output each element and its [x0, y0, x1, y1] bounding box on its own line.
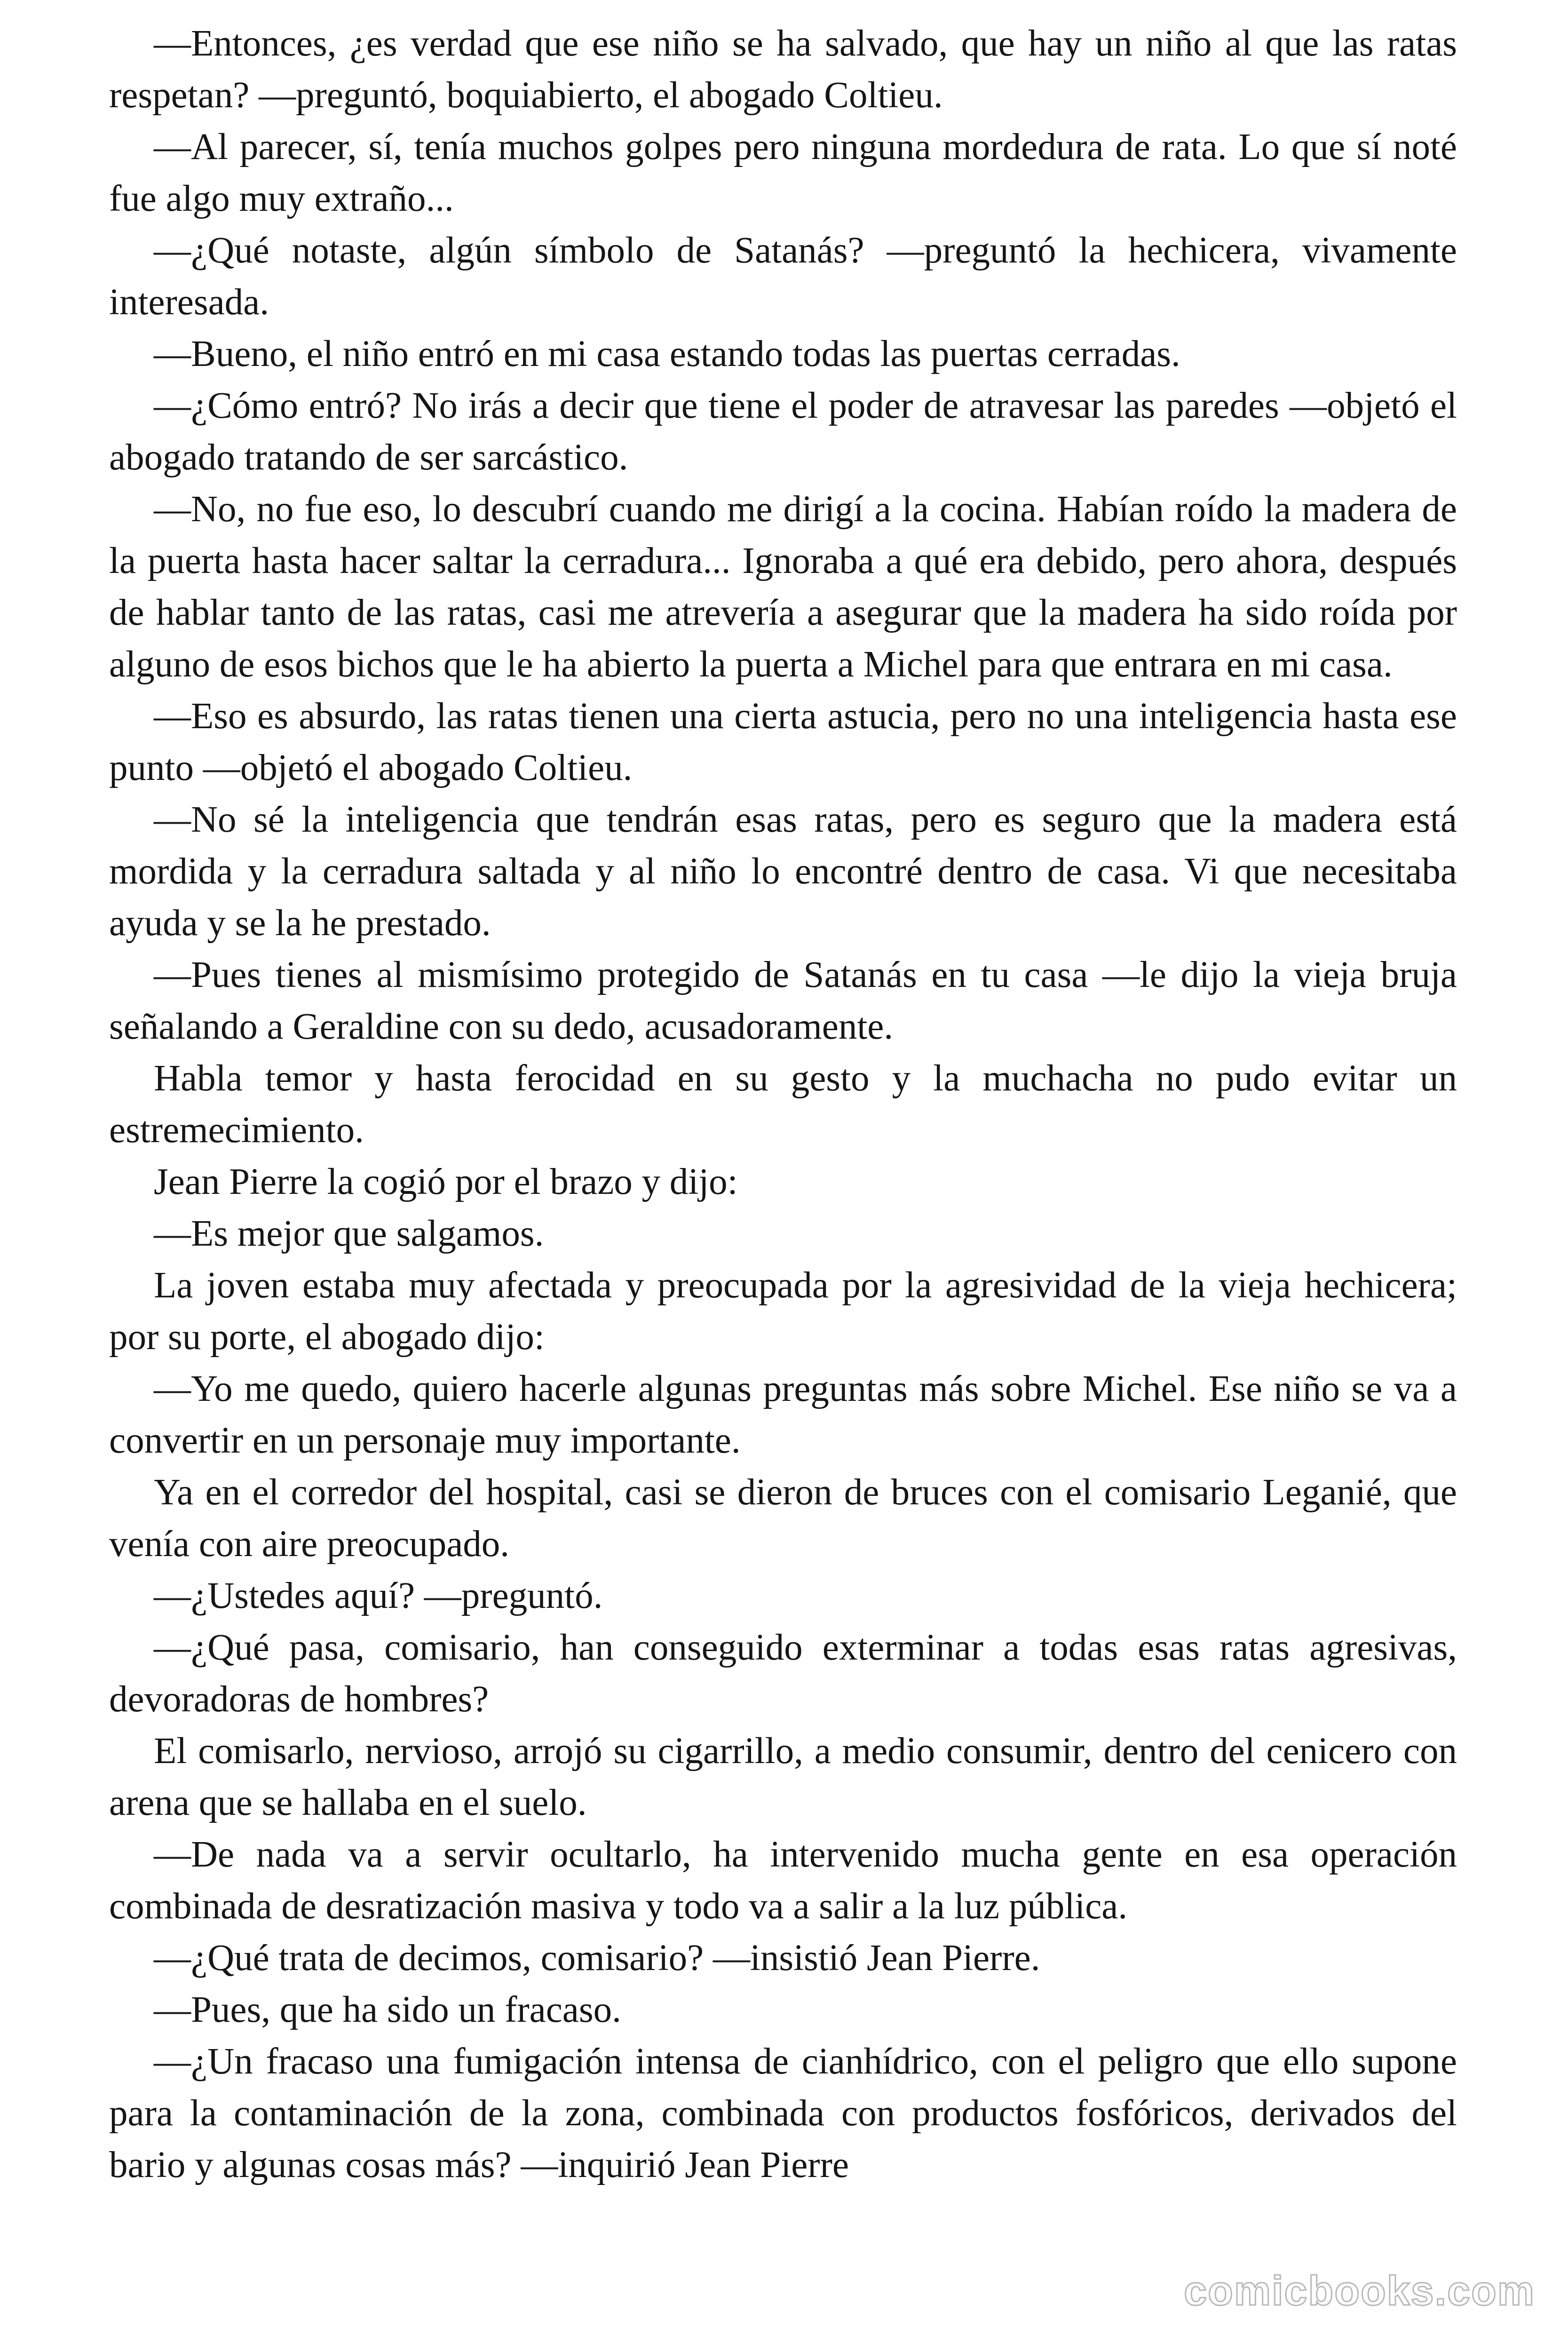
paragraph: —¿Qué trata de decimos, comisario? —insistió Jean Pierre. — [154, 1938, 1040, 1979]
paragraph: Habla temor y hasta ferocidad en su gesto y la muchacha no pudo evitar un estremecimiento. — [109, 1058, 1457, 1151]
paragraph: —Entonces, ¿es verdad que ese niño se ha salvado, que hay un niño al que las ratas respetan? —preguntó, boquiabierto, el abogado Coltieu. — [109, 23, 1457, 116]
paragraph: —De nada va a servir ocultarlo, ha intervenido mucha gente en esa operación combinada de desratización masiva y todo va a salir a la luz pública. — [109, 1834, 1457, 1927]
paragraph: La joven estaba muy afectada y preocupada por la agresividad de la vieja hechicera; por su porte, el abogado dijo: — [109, 1265, 1457, 1358]
body-text — [109, 18, 1457, 2191]
paragraph: —¿Qué notaste, algún símbolo de Satanás? —preguntó la hechicera, vivamente interesada. — [109, 230, 1457, 323]
paragraph: —¿Qué pasa, comisario, han conseguido exterminar a todas esas ratas agresivas, devoradoras de hombres? — [109, 1627, 1457, 1720]
paragraph: —Pues tienes al mismísimo protegido de Satanás en tu casa —le dijo la vieja bruja señalando a Geraldine con su dedo, acusadoramente. — [109, 954, 1457, 1047]
paragraph: —Pues, que ha sido un fracaso. — [154, 1989, 621, 2030]
paragraph: Jean Pierre la cogió por el brazo y dijo: — [154, 1161, 738, 1202]
watermark: comicbooks.com — [1184, 2267, 1535, 2314]
paragraph: —Yo me quedo, quiero hacerle algunas preguntas más sobre Michel. Ese niño se va a convertir en un personaje muy importante. — [109, 1368, 1457, 1461]
paragraph: —Es mejor que salgamos. — [154, 1213, 544, 1254]
paragraph: —¿Cómo entró? No irás a decir que tiene el poder de atravesar las paredes —objetó el abogado tratando de ser sarcástico. — [109, 385, 1457, 478]
paragraph: El comisarlo, nervioso, arrojó su cigarrillo, a medio consumir, dentro del cenicero con arena que se hallaba en el suelo. — [109, 1731, 1457, 1823]
paragraph: —¿Un fracaso una fumigación intensa de cianhídrico, con el peligro que ello supone para la contaminación de la zona, combinada con productos fosfóricos, derivados del bario y algunas cosas más? —inquirió Jean Pierre — [109, 2041, 1457, 2185]
paragraph: —No, no fue eso, lo descubrí cuando me dirigí a la cocina. Habían roído la madera de la puerta hasta hacer saltar la cerradura... Ignoraba a qué era debido, pero ahora, después de hablar tanto de las ratas, casi me atrevería a asegurar que la madera ha sido roída por alguno de esos bichos que le ha abierto la puerta a Michel para que entrara en mi casa. — [109, 489, 1457, 685]
paragraph: —Bueno, el niño entró en mi casa estando todas las puertas cerradas. — [154, 334, 1180, 374]
paragraph: —No sé la inteligencia que tendrán esas ratas, pero es seguro que la madera está mordida y la cerradura saltada y al niño lo encontré dentro de casa. Vi que necesitaba ayuda y se la he prestado. — [109, 799, 1457, 944]
paragraph: Ya en el corredor del hospital, casi se dieron de bruces con el comisario Leganié, que venía con aire preocupado. — [109, 1472, 1457, 1565]
paragraph: —¿Ustedes aquí? —preguntó. — [154, 1575, 603, 1616]
paragraph: —Eso es absurdo, las ratas tienen una cierta astucia, pero no una inteligencia hasta ese punto —objetó el abogado Coltieu. — [109, 696, 1457, 788]
paragraph: —Al parecer, sí, tenía muchos golpes pero ninguna mordedura de rata. Lo que sí noté fue algo muy extraño... — [109, 127, 1457, 219]
